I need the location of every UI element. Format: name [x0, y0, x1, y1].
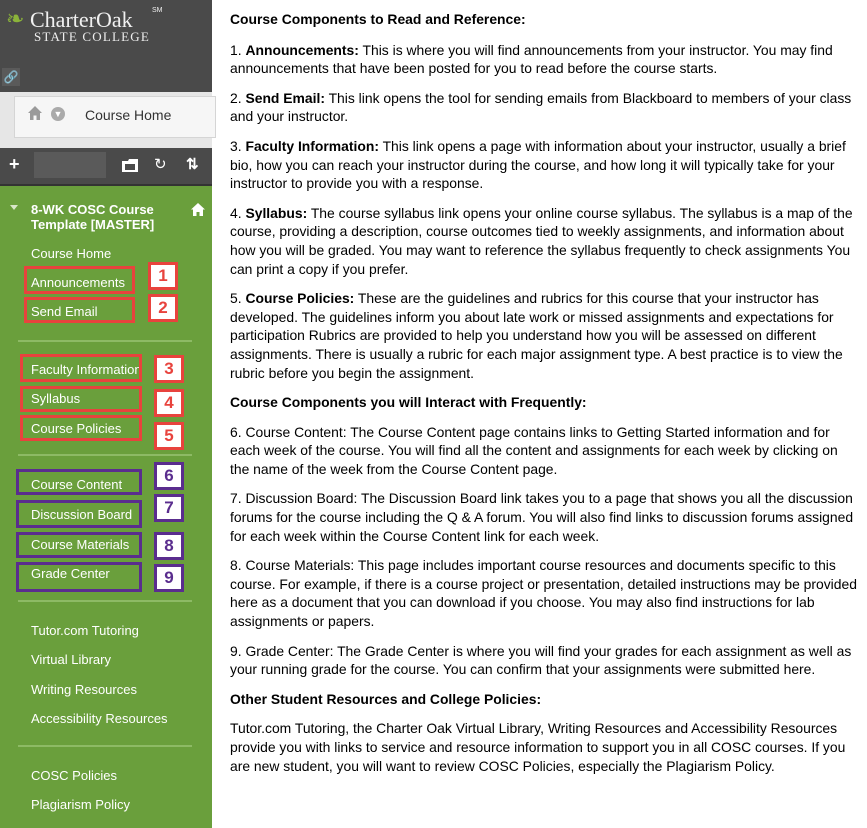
- menu-item-course-home[interactable]: Course Home: [31, 246, 112, 261]
- highlight-box: [24, 266, 135, 294]
- menu-item-discussion-board[interactable]: Discussion Board: [31, 507, 133, 522]
- college-logo[interactable]: [6, 4, 206, 44]
- callout-number: 7: [154, 494, 184, 522]
- menu-item-course-materials[interactable]: Course Materials: [31, 537, 130, 552]
- menu-item-virtual-library[interactable]: Virtual Library: [31, 652, 111, 667]
- logo-name: CharterOak: [30, 7, 133, 32]
- instructions-panel: [230, 10, 858, 775]
- toolbar-blank-area: [34, 152, 106, 178]
- menu-item-accessibility-resources[interactable]: Accessibility Resources: [31, 711, 168, 726]
- callout-number: 1: [148, 262, 178, 290]
- menu-item-plagiarism-policy[interactable]: Plagiarism Policy: [31, 797, 130, 812]
- breadcrumb: [0, 92, 212, 148]
- highlight-box: [16, 532, 142, 558]
- course-sidebar: [0, 0, 212, 828]
- section-heading: Other Student Resources and College Policies:: [230, 690, 542, 707]
- menu-item-writing-resources[interactable]: Writing Resources: [31, 682, 137, 697]
- paragraph-faculty-information: 3. Faculty Information: This link opens a page with information about your instructor, usually a brief bio, how you can reach your instructor during the course, and how long it will typically take for your instructor to provide you with a response.: [230, 137, 846, 192]
- callout-number: 9: [154, 564, 184, 592]
- paragraph-course-content: 6. Course Content: The Course Content page contains links to Getting Started information and for each week of the course. You will find all the content and assignments for each week by clicking on the name of the week from the Course Content page.: [230, 423, 838, 477]
- home-icon[interactable]: [190, 202, 206, 217]
- paragraph-syllabus: 4. Syllabus: The course syllabus link opens your online course syllabus. The syllabus is a map of the course, providing a description, course outcomes tied to weekly assignments, and information about how you will be graded. You may want to reference the syllabus frequently to check assignments You can print a copy if you prefer.: [230, 204, 853, 277]
- menu-item-grade-center[interactable]: Grade Center: [31, 566, 110, 581]
- refresh-icon[interactable]: ↻: [154, 156, 167, 173]
- chevron-down-icon[interactable]: ▼: [51, 107, 65, 121]
- course-title[interactable]: 8-WK COSC Course Template [MASTER]: [31, 202, 155, 232]
- callout-number: 5: [154, 422, 184, 450]
- menu-item-tutor[interactable]: Tutor.com Tutoring: [31, 623, 139, 638]
- logo-subtitle: STATE COLLEGE: [34, 29, 151, 44]
- menu-item-cosc-policies[interactable]: COSC Policies: [31, 768, 117, 783]
- paragraph-course-materials: 8. Course Materials: This page includes important course resources and documents specific to this course. For example, if there is a course project or presentation, detailed instructions may be provided here as a document that you can download if you choose. You may also find instructions for lab assignments or papers.: [230, 557, 857, 630]
- callout-number: 3: [154, 355, 184, 383]
- section-heading: Course Components to Read and Reference:: [230, 11, 526, 27]
- menu-item-course-policies[interactable]: Course Policies: [31, 421, 122, 436]
- highlight-box: [20, 354, 142, 382]
- highlight-box: [20, 415, 142, 441]
- sort-icon[interactable]: ⇅: [186, 156, 199, 173]
- breadcrumb-current[interactable]: Course Home: [85, 107, 172, 123]
- home-icon[interactable]: [27, 105, 43, 121]
- menu-toolbar: [0, 148, 212, 186]
- folder-view-icon[interactable]: [122, 158, 138, 172]
- oak-leaf-icon: ❧: [6, 6, 25, 31]
- menu-divider: [18, 340, 192, 342]
- highlight-box: [16, 500, 142, 528]
- menu-item-announcements[interactable]: Announcements: [31, 275, 125, 290]
- section-heading: Course Components you will Interact with Frequently:: [230, 394, 587, 411]
- logo-service-mark: SM: [152, 7, 163, 14]
- collapse-icon[interactable]: [10, 205, 18, 210]
- link-icon[interactable]: 🔗: [3, 70, 19, 84]
- paragraph-other-resources: Tutor.com Tutoring, the Charter Oak Virtual Library, Writing Resources and Accessibility Resources provide you with links to service and resource information to support you in all COSC courses. If you are new student, you will want to review COSC Policies, especially the Plagiarism Policy.: [230, 720, 846, 774]
- highlight-box: [16, 562, 142, 592]
- menu-item-syllabus[interactable]: Syllabus: [31, 391, 81, 406]
- highlight-box: [16, 469, 142, 495]
- menu-divider: [18, 600, 192, 602]
- highlight-box: [20, 386, 142, 412]
- paragraph-course-policies: 5. Course Policies: These are the guidelines and rubrics for this course that your instructor has developed. The guidelines inform you about late work or missed assignments and expectations for participation Rubrics are provided to help you understand how you will be assessed on different assignments. There is usually a rubric for each major assignment type. A best practice is to view the rubric before you begin the assignment.: [230, 290, 843, 381]
- breadcrumb-box: [14, 96, 216, 138]
- callout-number: 2: [148, 294, 178, 322]
- menu-divider: [18, 745, 192, 747]
- menu-item-faculty-information[interactable]: Faculty Information: [31, 362, 142, 377]
- paragraph-announcements: 1. Announcements: This is where you will find announcements from your instructor. You may find announcements that have been posted for you to read before the course starts.: [230, 41, 833, 77]
- callout-number: 4: [154, 389, 184, 417]
- highlight-box: [24, 297, 135, 323]
- menu-item-course-content[interactable]: Course Content: [31, 477, 123, 492]
- menu-item-send-email[interactable]: Send Email: [31, 304, 98, 319]
- paragraph-send-email: 2. Send Email: This link opens the tool for sending emails from Blackboard to members of your class and your instructor.: [230, 89, 852, 125]
- paragraph-discussion-board: 7. Discussion Board: The Discussion Board link takes you to a page that shows you all the discussion forums for the course including the Q & A forum. You will also find links to discussion forums assigned for each week within the Course Content link for each week.: [230, 490, 854, 544]
- menu-divider: [18, 454, 192, 456]
- add-menu-item-icon[interactable]: +: [9, 154, 20, 174]
- paragraph-grade-center: 9. Grade Center: The Grade Center is where you will find your grades for each assignment as well as your running grade for the course. You can confirm that your assignments were submitted here.: [230, 642, 852, 678]
- callout-number: 6: [154, 462, 184, 490]
- callout-number: 8: [154, 532, 184, 560]
- site-header: [0, 0, 212, 92]
